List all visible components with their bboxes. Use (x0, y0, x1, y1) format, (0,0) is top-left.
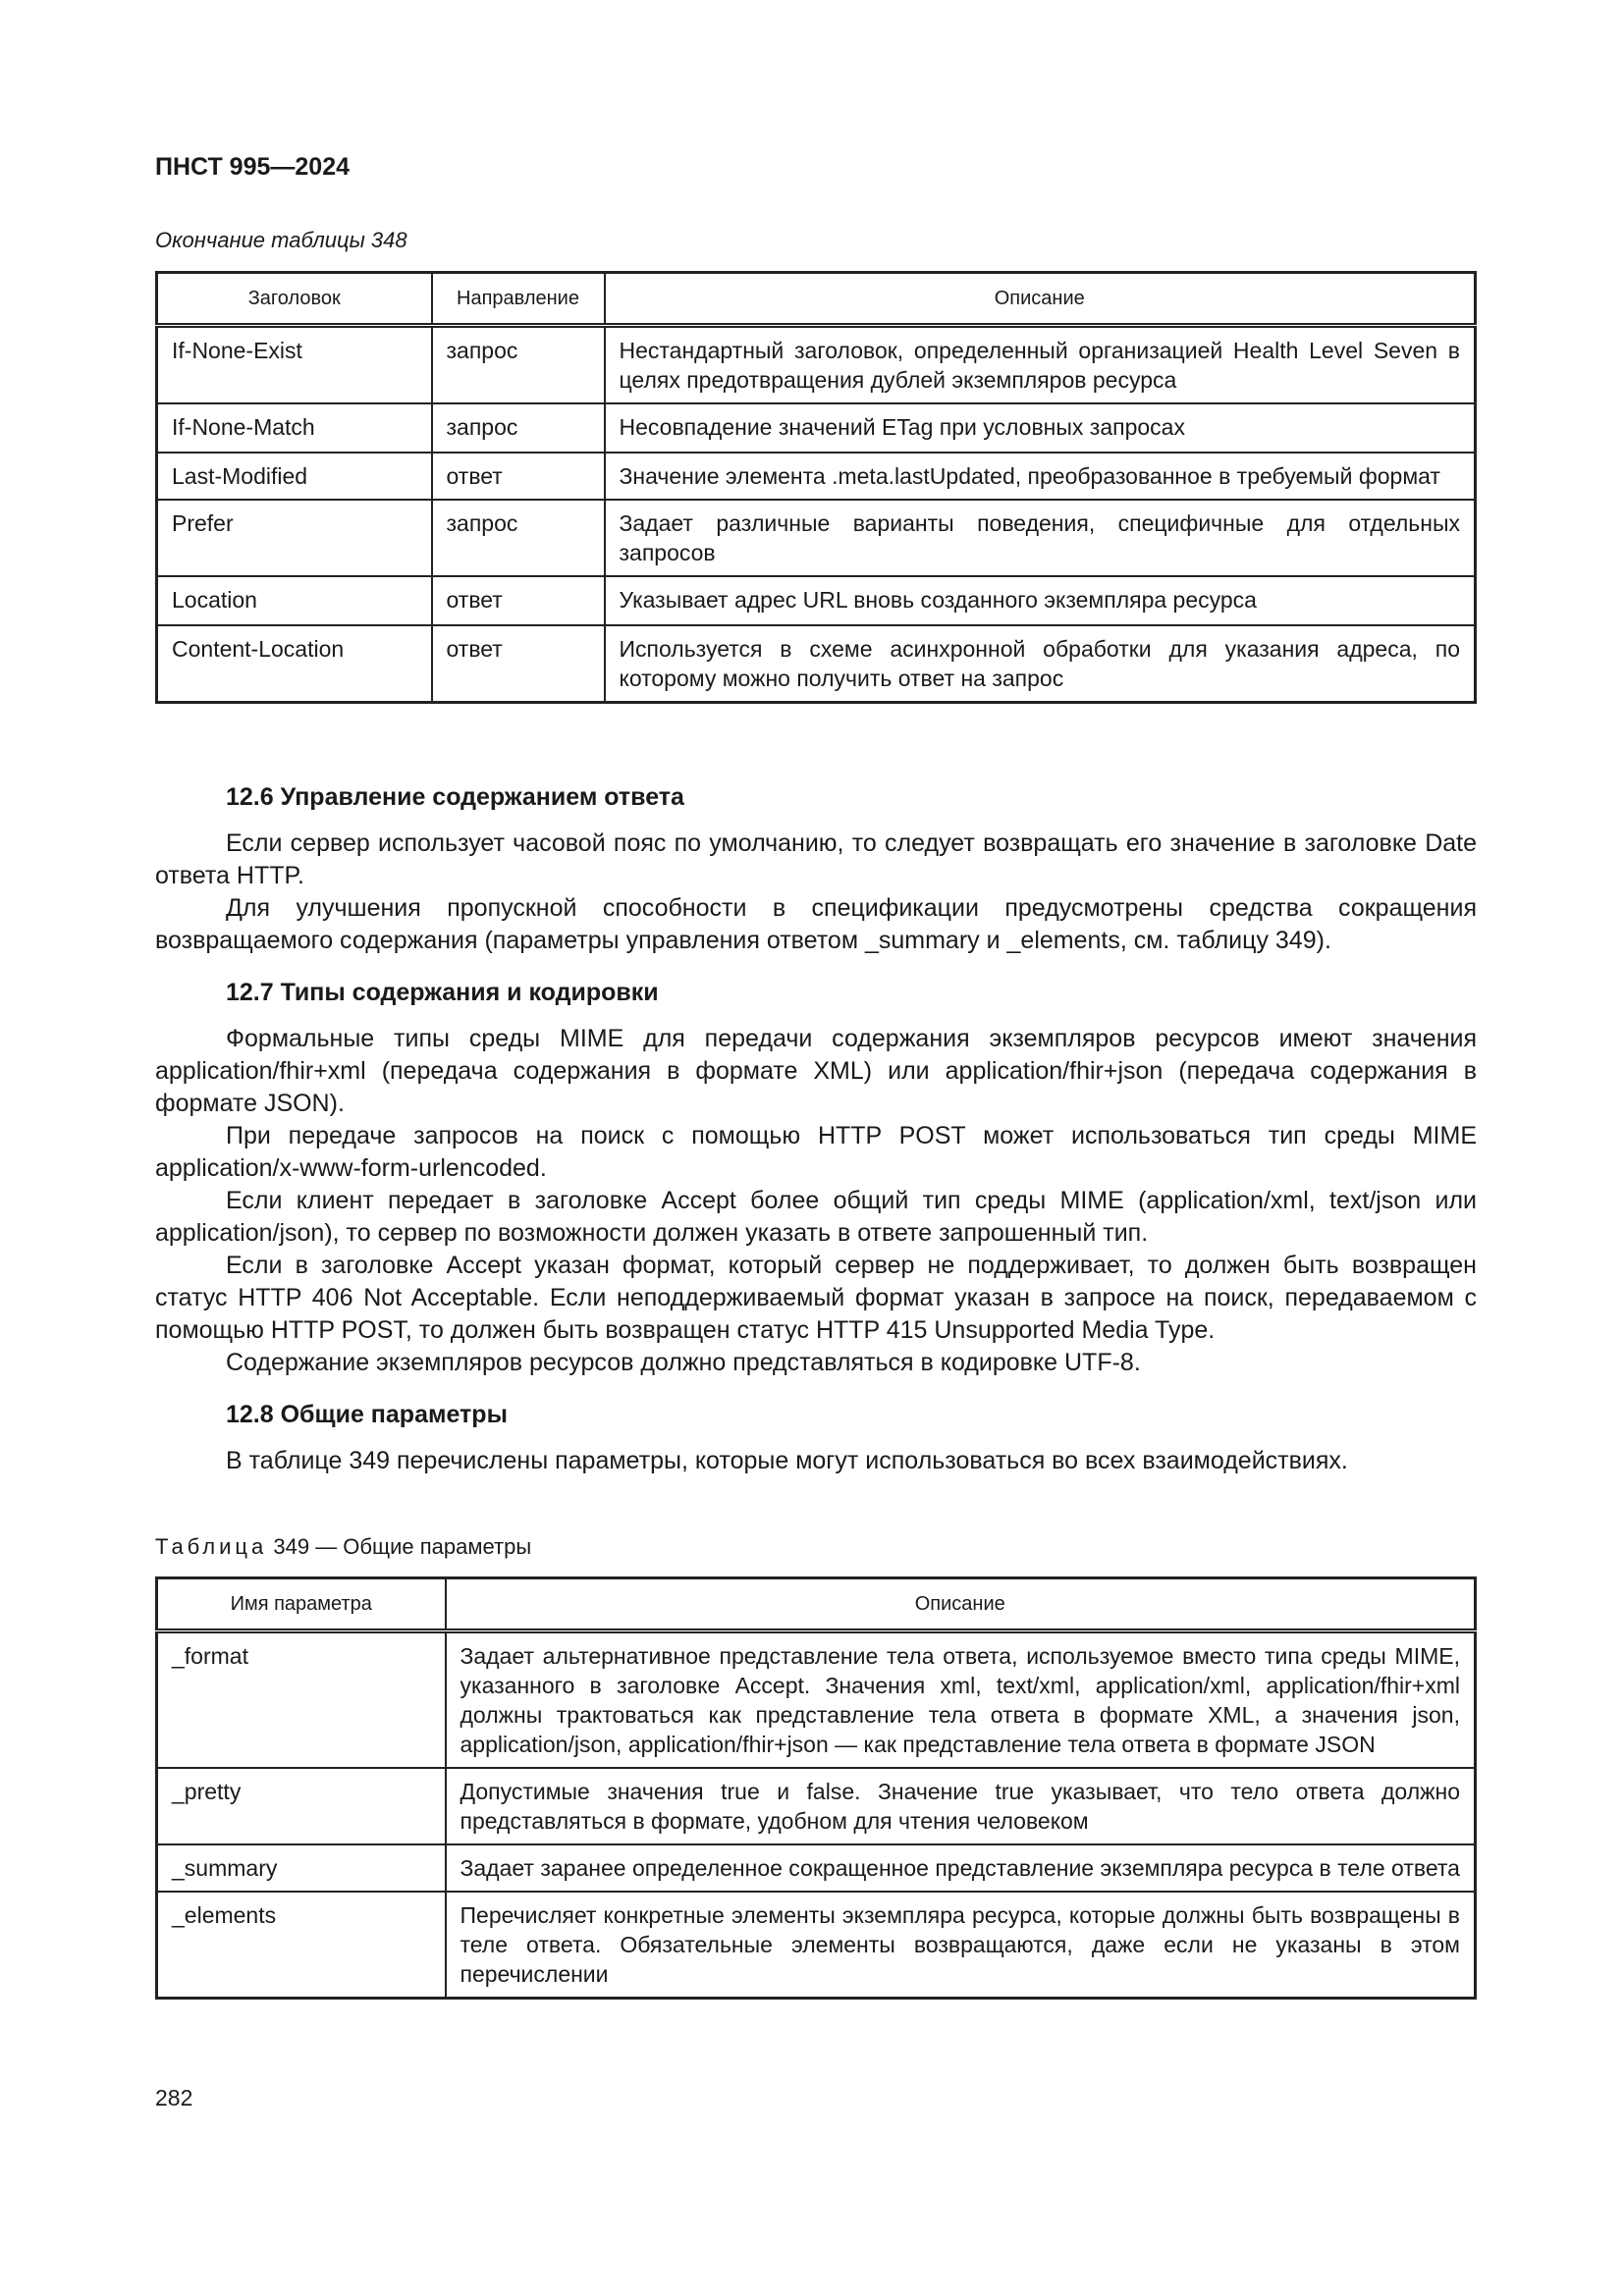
description-cell: Нестандартный заголовок, определенный организацией Health Level Seven в целях предотвращения дублей экземпляров ресурса (605, 326, 1476, 404)
direction-cell: запрос (432, 326, 605, 404)
column-header: Описание (446, 1578, 1476, 1631)
parameter-name-cell: _format (157, 1631, 446, 1769)
header-cell: If-None-Match (157, 403, 432, 453)
header-cell: Last-Modified (157, 453, 432, 500)
table-349 (155, 1576, 1477, 2000)
caption-title: 349 — Общие параметры (267, 1534, 532, 1559)
paragraph: Если сервер использует часовой пояс по умолчанию, то следует возвращать его значение в заголовке Date ответа HTTP. (155, 829, 1477, 889)
header-cell: If-None-Exist (157, 326, 432, 404)
header-cell: Location (157, 576, 432, 625)
column-header: Направление (432, 273, 605, 326)
section-heading: 12.6 Управление содержанием ответа (226, 783, 684, 811)
table-row (157, 1844, 1476, 1892)
section (155, 781, 1477, 957)
description-cell: Допустимые значения true и false. Значение true указывает, что тело ответа должно представляться в формате, удобном для чтения человеком (446, 1768, 1476, 1844)
description-cell: Используется в схеме асинхронной обработки для указания адреса, по которому можно получить ответ на запрос (605, 625, 1476, 703)
paragraph: Содержание экземпляров ресурсов должно представляться в кодировке UTF-8. (226, 1349, 1141, 1376)
column-header: Заголовок (157, 273, 432, 326)
description-cell: Значение элемента .meta.lastUpdated, преобразованное в требуемый формат (605, 453, 1476, 500)
document-id: ПНСТ 995—2024 (155, 153, 350, 181)
table-row (157, 500, 1476, 576)
paragraph: При передаче запросов на поиск с помощью HTTP POST может использоваться тип среды MIME application/x-www-form-urlencoded. (155, 1122, 1477, 1182)
direction-cell: ответ (432, 576, 605, 625)
column-header: Имя параметра (157, 1578, 446, 1631)
description-cell: Несовпадение значений ETag при условных запросах (605, 403, 1476, 453)
table-348-caption: Окончание таблицы 348 (155, 228, 407, 252)
description-cell: Задает различные варианты поведения, специфичные для отдельных запросов (605, 500, 1476, 576)
section (155, 1399, 1477, 1477)
paragraph: Для улучшения пропускной способности в спецификации предусмотрены средства сокращения возвращаемого содержания (параметры управления ответом _summary и _elements, см. таблицу 349). (155, 894, 1477, 954)
description-cell: Перечисляет конкретные элементы экземпляра ресурса, которые должны быть возвращены в теле ответа. Обязательные элементы возвращаются, даже если не указаны в этом перечислении (446, 1892, 1476, 1999)
direction-cell: ответ (432, 625, 605, 703)
section (155, 977, 1477, 1379)
description-cell: Задает альтернативное представление тела ответа, используемое вместо типа среды MIME, указанного в заголовке Accept. Значения xml, text/xml, application/xml, application/fhir+xml должны трактоваться как представление тела ответа в формате XML, а значения json, application/json, application/fhir+json — как представление тела ответа в формате JSON (446, 1631, 1476, 1769)
table-row (157, 625, 1476, 703)
table-row (157, 1892, 1476, 1999)
caption-label: Таблица (155, 1534, 268, 1559)
section-heading: 12.8 Общие параметры (226, 1401, 508, 1428)
parameter-name-cell: _summary (157, 1844, 446, 1892)
table-row (157, 576, 1476, 625)
paragraph: Если клиент передает в заголовке Accept более общий тип среды MIME (application/xml, text/json или application/json), то сервер по возможности должен указать в ответе запрошенный тип. (155, 1187, 1477, 1247)
table-349-caption (155, 1534, 531, 1560)
header-cell: Content-Location (157, 625, 432, 703)
description-cell: Задает заранее определенное сокращенное представление экземпляра ресурса в теле ответа (446, 1844, 1476, 1892)
table-row (157, 453, 1476, 500)
parameter-name-cell: _elements (157, 1892, 446, 1999)
parameter-name-cell: _pretty (157, 1768, 446, 1844)
table-row (157, 326, 1476, 404)
section-heading: 12.7 Типы содержания и кодировки (226, 979, 659, 1006)
table-row (157, 1768, 1476, 1844)
direction-cell: ответ (432, 453, 605, 500)
table-row (157, 403, 1476, 453)
paragraph: Формальные типы среды MIME для передачи содержания экземпляров ресурсов имеют значения application/fhir+xml (передача содержания в формате XML) или application/fhir+json (передача содержания в формате JSON). (155, 1025, 1477, 1117)
direction-cell: запрос (432, 403, 605, 453)
paragraph: В таблице 349 перечислены параметры, которые могут использоваться во всех взаимодействиях. (226, 1447, 1348, 1474)
page-number: 282 (155, 2085, 193, 2110)
table-348 (155, 271, 1477, 704)
direction-cell: запрос (432, 500, 605, 576)
column-header: Описание (605, 273, 1476, 326)
description-cell: Указывает адрес URL вновь созданного экземпляра ресурса (605, 576, 1476, 625)
header-cell: Prefer (157, 500, 432, 576)
body-text (155, 781, 1477, 1497)
paragraph: Если в заголовке Accept указан формат, который сервер не поддерживает, то должен быть возвращен статус HTTP 406 Not Acceptable. Если неподдерживаемый формат указан в запросе на поиск, передаваемом с помощью HTTP POST, то должен быть возвращен статус HTTP 415 Unsupported Media Type. (155, 1252, 1477, 1344)
table-row (157, 1631, 1476, 1769)
